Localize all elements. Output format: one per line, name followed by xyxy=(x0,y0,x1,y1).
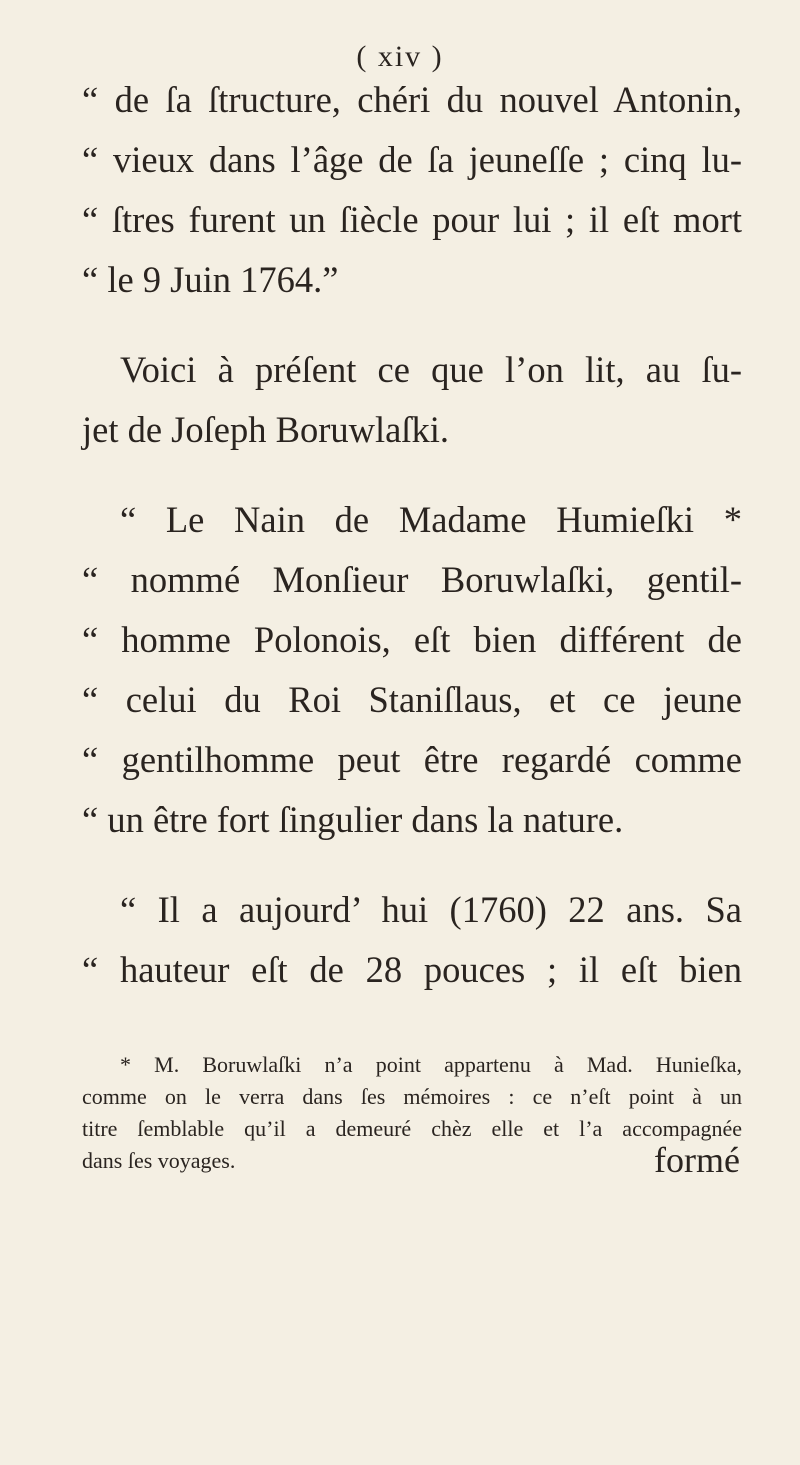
text-line: “ ſtres furent un ſiècle pour lui ; il eſt mort xyxy=(82,199,742,240)
text-line: “ nommé Monſieur Boruwlaſki, gentil- xyxy=(82,559,742,600)
catchword: formé xyxy=(654,1140,740,1180)
text-line: “ gentilhomme peut être regardé comme xyxy=(82,739,742,780)
text-line: “ celui du Roi Staniſlaus, et ce jeune xyxy=(82,679,742,720)
text-line: “ de ſa ſtructure, chéri du nouvel Antonin, xyxy=(82,79,742,120)
text-line: “ un être fort ſingulier dans la nature. xyxy=(82,799,624,840)
page-number-header: ( xiv ) xyxy=(356,40,444,73)
text-line: Voici à préſent ce que l’on lit, au ſu- xyxy=(120,349,742,390)
text-line: “ vieux dans l’âge de ſa jeuneſſe ; cinq lu- xyxy=(82,139,742,180)
text-line: “ le 9 Juin 1764.” xyxy=(82,259,339,300)
text-line: “ hauteur eſt de 28 pouces ; il eſt bien xyxy=(82,949,742,990)
text-line: “ Il a aujourd’ hui (1760) 22 ans. Sa xyxy=(120,889,742,930)
footnote-line: * M. Boruwlaſki n’a point appartenu à Mad. Hunieſka, xyxy=(120,1052,742,1077)
footnote-line: comme on le verra dans ſes mémoires : ce n’eſt point à un xyxy=(82,1084,742,1109)
footnote-line: dans ſes voyages. xyxy=(82,1148,236,1173)
text-line: jet de Joſeph Boruwlaſki. xyxy=(82,409,449,450)
text-line: “ Le Nain de Madame Humieſki * xyxy=(120,499,742,540)
text-line: “ homme Polonois, eſt bien différent de xyxy=(82,619,742,660)
footnote-line: titre ſemblable qu’il a demeuré chèz elle et l’a accompagnée xyxy=(82,1116,742,1141)
